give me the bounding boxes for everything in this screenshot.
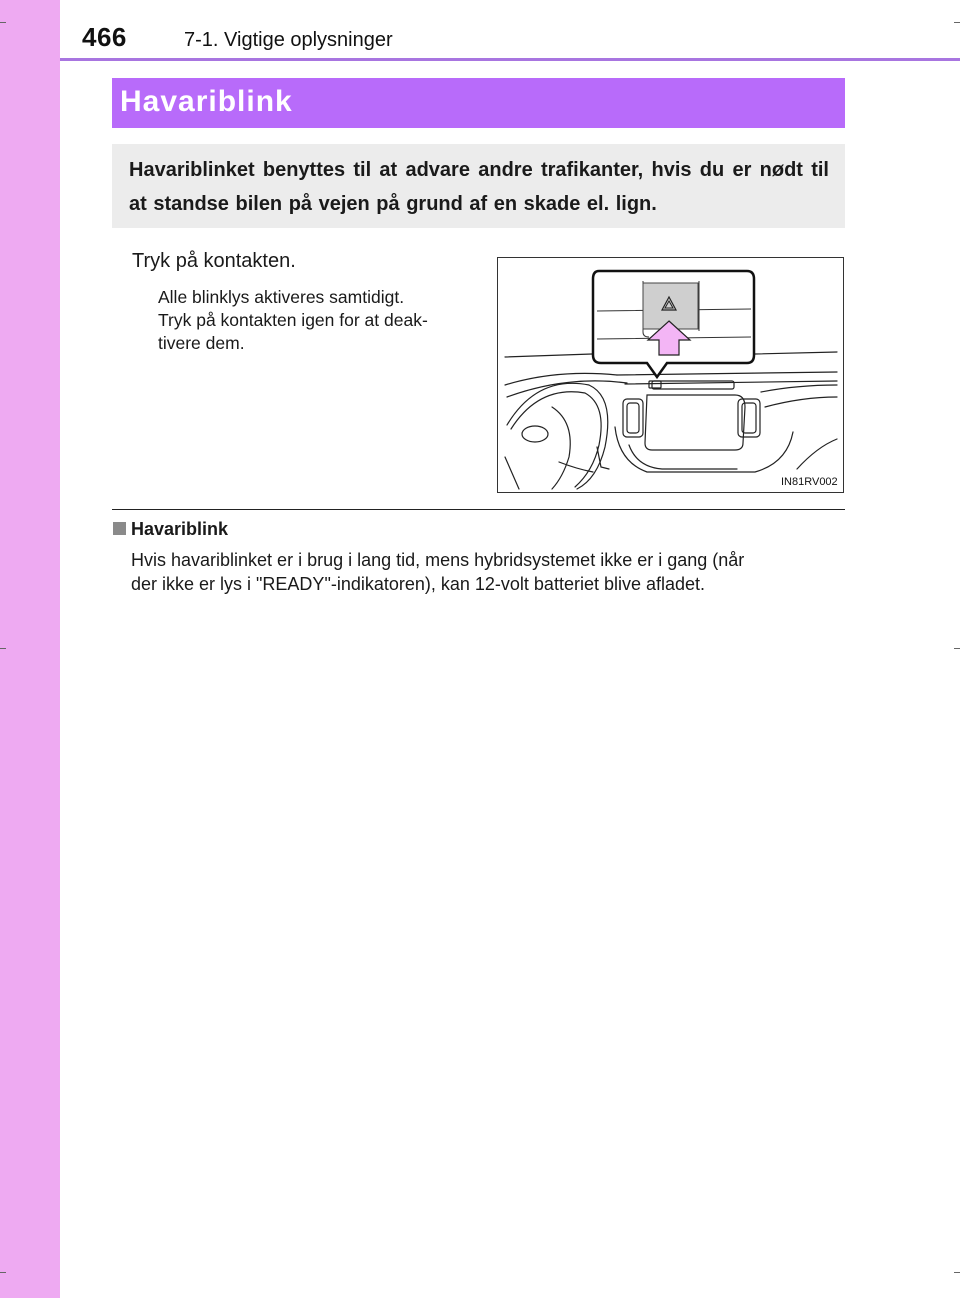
crop-mark [0, 22, 6, 23]
crop-mark [954, 1272, 960, 1273]
header-rule [60, 58, 960, 61]
dashboard-illustration [497, 257, 844, 493]
side-tab-bar [0, 0, 60, 1298]
chapter-header: 7-1. Vigtige oplysninger [184, 29, 393, 51]
note-bullet-icon [113, 522, 126, 535]
note-title: Havariblink [131, 519, 229, 539]
page-number: 466 [82, 22, 127, 52]
intro-text: Havariblinket benyttes til at advare andre trafikanter, hvis du er nødt til at standse bilen på vejen på grund af en skade el. lign. [129, 159, 829, 215]
step-instruction: Tryk på kontakten. [132, 250, 296, 272]
section-title: Havariblink [120, 85, 293, 118]
step-detail: Alle blinklys aktiveres samtidigt. Tryk på kontakten igen for at deak- tivere dem. [158, 287, 428, 353]
section-divider [112, 509, 845, 510]
figure-code: IN81RV002 [781, 476, 838, 488]
crop-mark [0, 1272, 6, 1273]
crop-mark [0, 648, 6, 649]
note-body: Hvis havariblinket er i brug i lang tid, mens hybridsystemet ikke er i gang (når der ikke er lys i "READY"-indikatoren), kan 12-volt batteriet blive afladet. [131, 550, 745, 594]
crop-mark [954, 648, 960, 649]
crop-mark [954, 22, 960, 23]
